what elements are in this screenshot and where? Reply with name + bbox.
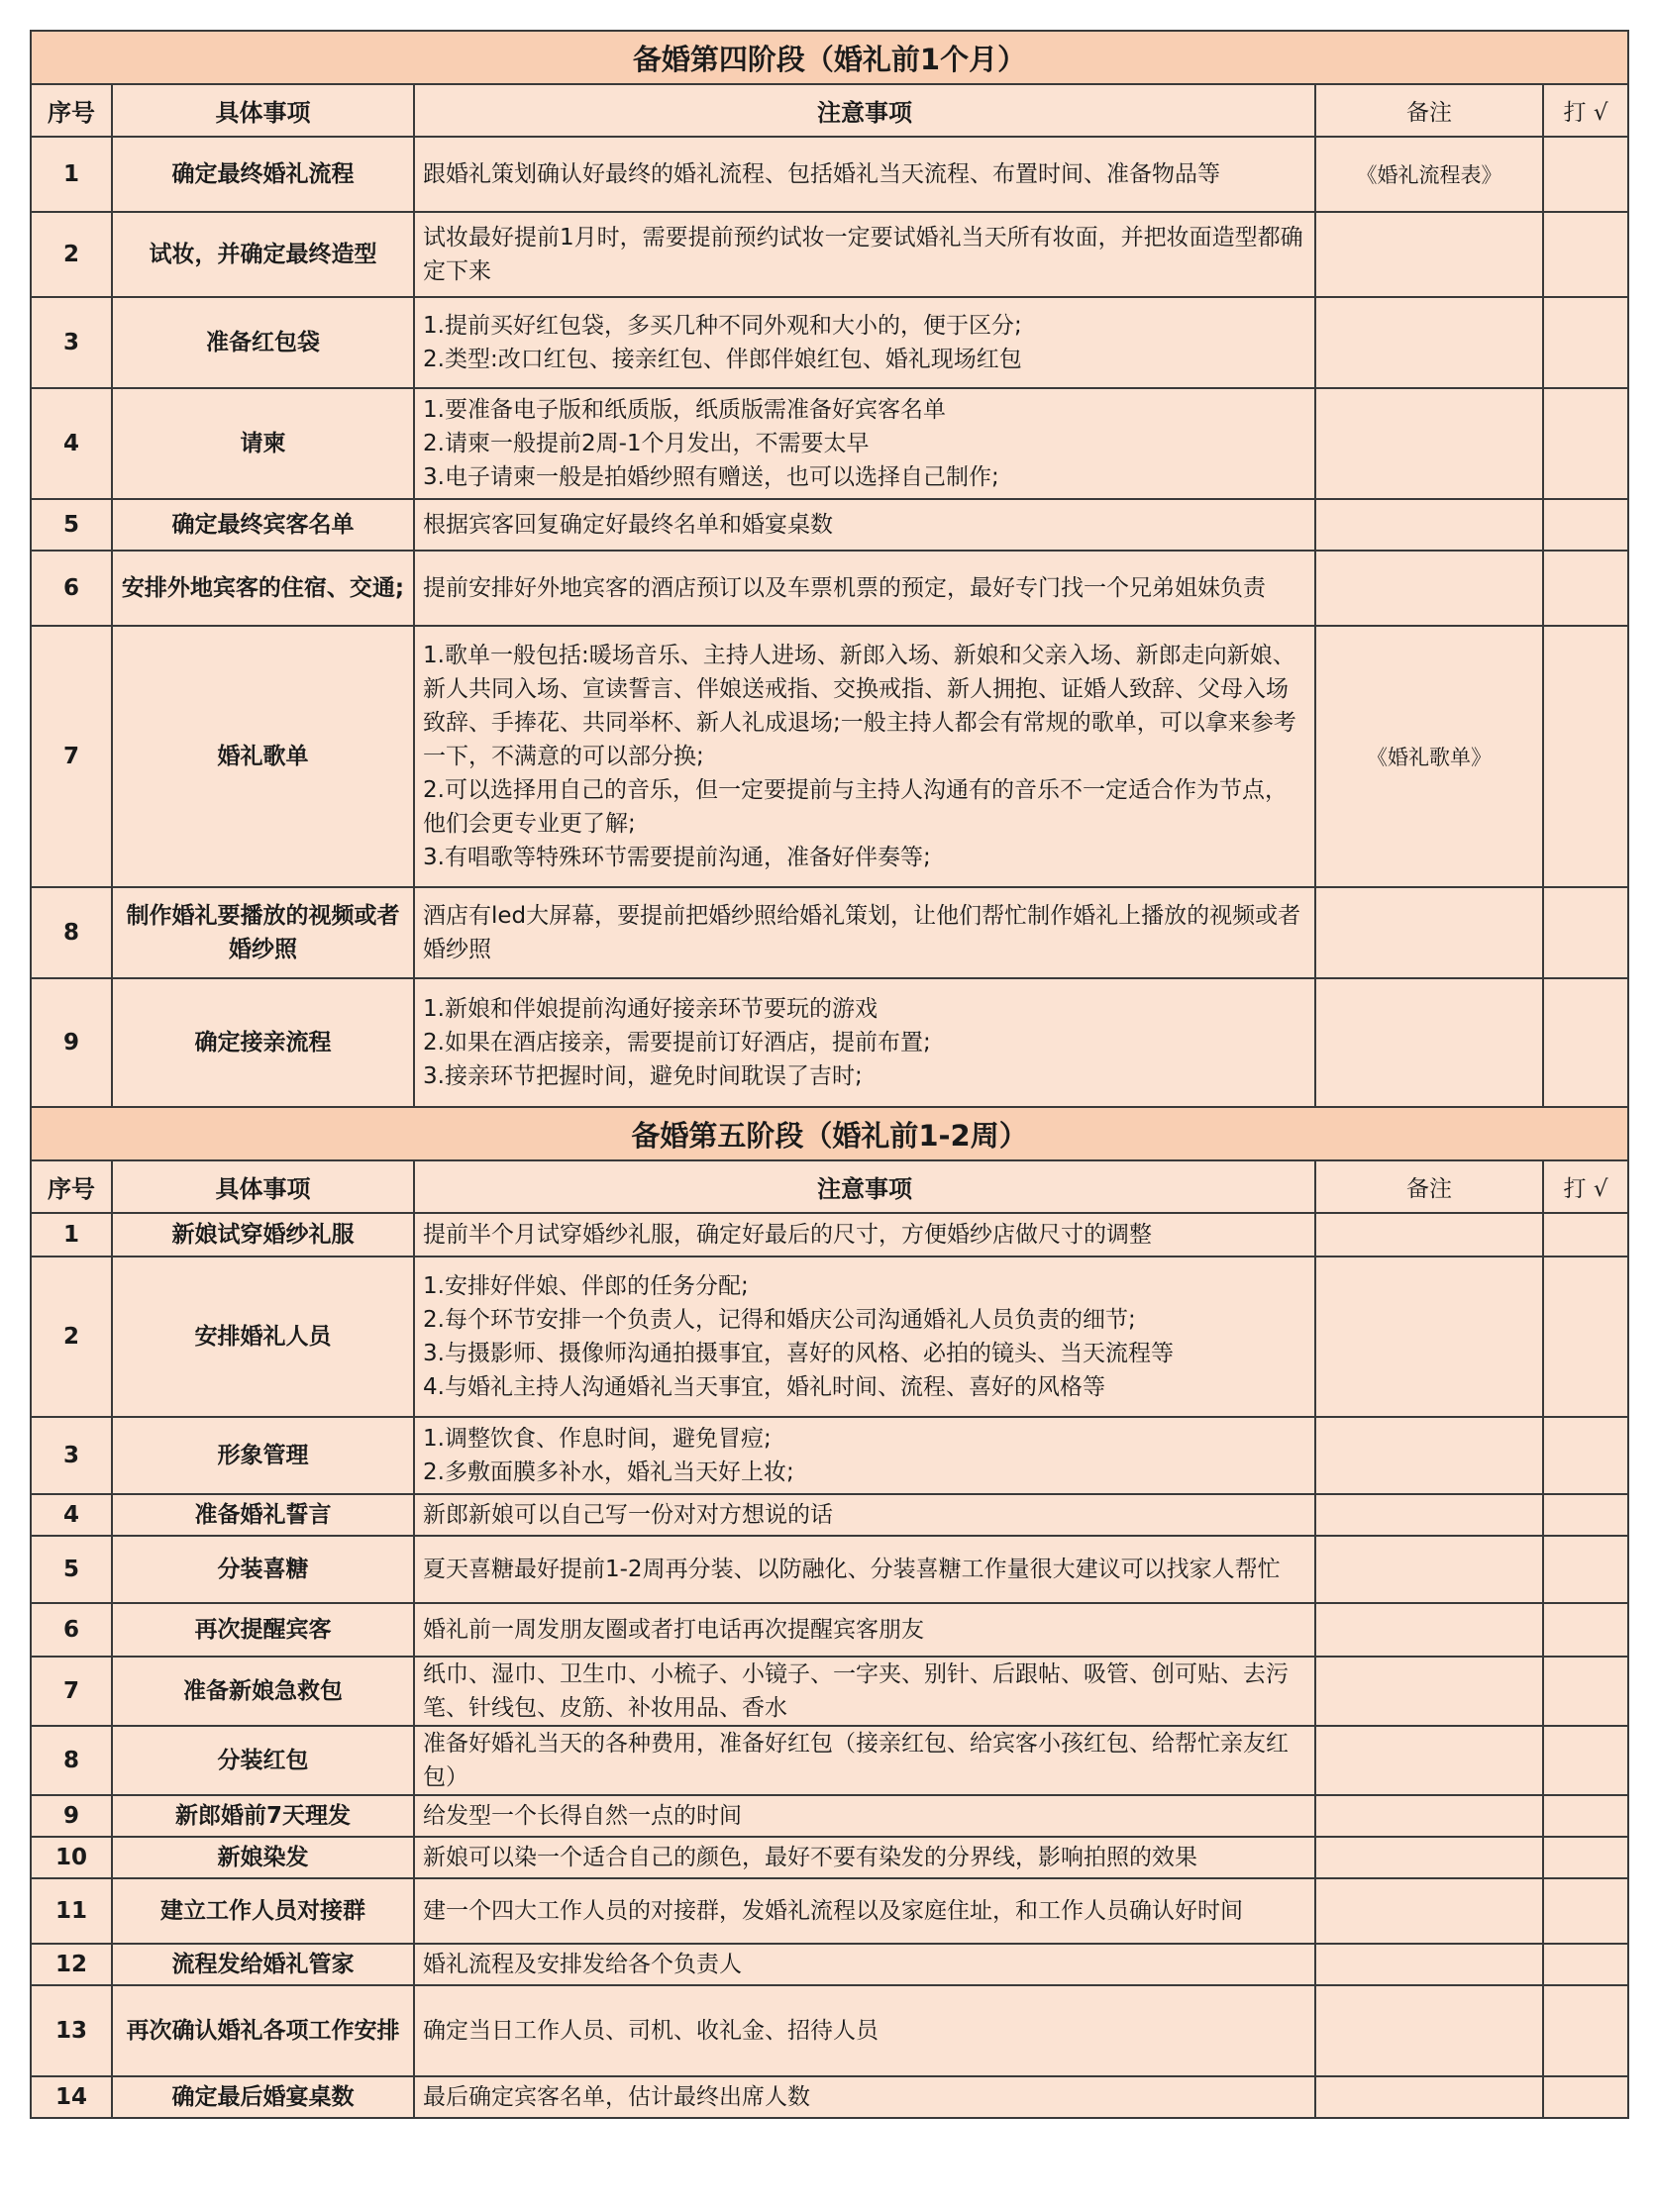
row-notes: 1.调整饮食、作息时间，避免冒痘; 2.多敷面膜多补水，婚礼当天好上妆; <box>414 1417 1315 1494</box>
row-notes: 1.安排好伴娘、伴郎的任务分配; 2.每个环节安排一个负责人，记得和婚庆公司沟通婚礼人员负责的细节; 3.与摄影师、摄像师沟通拍摄事宜，喜好的风格、必拍的镜头、当天流程等 4.与婚礼主持人沟通婚礼当天事宜，婚礼时间、流程、喜好的风格等 <box>414 1257 1315 1417</box>
row-notes: 建一个四大工作人员的对接群，发婚礼流程以及家庭住址，和工作人员确认好时间 <box>414 1878 1315 1944</box>
row-notes: 1.要准备电子版和纸质版，纸质版需准备好宾客名单 2.请柬一般提前2周-1个月发出，不需要太早 3.电子请柬一般是拍婚纱照有赠送，也可以选择自己制作; <box>414 388 1315 499</box>
table-row <box>31 1494 1628 1536</box>
table-row <box>31 1603 1628 1657</box>
row-remark <box>1315 499 1543 551</box>
row-number: 5 <box>31 499 112 551</box>
row-remark <box>1315 1795 1543 1837</box>
header-remark: 备注 <box>1315 84 1543 137</box>
row-check-cell[interactable] <box>1543 1417 1628 1494</box>
row-notes: 1.歌单一般包括:暖场音乐、主持人进场、新郎入场、新娘和父亲入场、新郎走向新娘、新人共同入场、宣读誓言、伴娘送戒指、交换戒指、新人拥抱、证婚人致辞、父母入场致辞、手捧花、共同举杯、新人礼成退场;一般主持人都会有常规的歌单，可以拿来参考一下，不满意的可以部分换; 2.可以选择用自己的音乐，但一定要提前与主持人沟通有的音乐不一定适合作为节点，他们会更专业更了解; 3.有唱歌等特殊环节需要提前沟通，准备好伴奏等; <box>414 626 1315 887</box>
table-row <box>31 388 1628 499</box>
row-item: 婚礼歌单 <box>112 626 414 887</box>
row-check-cell[interactable] <box>1543 1603 1628 1657</box>
row-notes: 提前安排好外地宾客的酒店预订以及车票机票的预定，最好专门找一个兄弟姐妹负责 <box>414 551 1315 626</box>
row-notes: 婚礼流程及安排发给各个负责人 <box>414 1944 1315 1985</box>
row-remark: 《婚礼流程表》 <box>1315 137 1543 212</box>
row-remark <box>1315 1878 1543 1944</box>
row-remark <box>1315 1657 1543 1726</box>
row-item: 建立工作人员对接群 <box>112 1878 414 1944</box>
row-notes: 根据宾客回复确定好最终名单和婚宴桌数 <box>414 499 1315 551</box>
table-row <box>31 137 1628 212</box>
row-check-cell[interactable] <box>1543 1837 1628 1878</box>
row-remark <box>1315 1985 1543 2076</box>
row-item: 制作婚礼要播放的视频或者婚纱照 <box>112 887 414 978</box>
row-notes: 确定当日工作人员、司机、收礼金、招待人员 <box>414 1985 1315 2076</box>
row-notes: 提前半个月试穿婚纱礼服，确定好最后的尺寸，方便婚纱店做尺寸的调整 <box>414 1213 1315 1257</box>
row-number: 3 <box>31 1417 112 1494</box>
table-row <box>31 297 1628 388</box>
table-row <box>31 1536 1628 1603</box>
table-row <box>31 887 1628 978</box>
row-number: 13 <box>31 1985 112 2076</box>
row-item: 确定最后婚宴桌数 <box>112 2076 414 2118</box>
row-number: 5 <box>31 1536 112 1603</box>
row-item: 确定最终婚礼流程 <box>112 137 414 212</box>
wedding-checklist-sheet <box>30 30 1627 2119</box>
row-number: 9 <box>31 1795 112 1837</box>
row-remark <box>1315 1603 1543 1657</box>
row-notes: 夏天喜糖最好提前1-2周再分装、以防融化、分装喜糖工作量很大建议可以找家人帮忙 <box>414 1536 1315 1603</box>
row-remark <box>1315 1536 1543 1603</box>
row-item: 形象管理 <box>112 1417 414 1494</box>
row-check-cell[interactable] <box>1543 551 1628 626</box>
row-item: 新娘试穿婚纱礼服 <box>112 1213 414 1257</box>
table-row <box>31 1795 1628 1837</box>
row-check-cell[interactable] <box>1543 137 1628 212</box>
header-row <box>31 1160 1628 1213</box>
row-number: 2 <box>31 212 112 297</box>
row-item: 再次提醒宾客 <box>112 1603 414 1657</box>
row-remark <box>1315 297 1543 388</box>
row-number: 10 <box>31 1837 112 1878</box>
row-check-cell[interactable] <box>1543 1878 1628 1944</box>
row-notes: 纸巾、湿巾、卫生巾、小梳子、小镜子、一字夹、别针、后跟帖、吸管、创可贴、去污笔、针线包、皮筋、补妆用品、香水 <box>414 1657 1315 1726</box>
checklist-table <box>30 30 1629 2119</box>
header-item: 具体事项 <box>112 84 414 137</box>
row-check-cell[interactable] <box>1543 1494 1628 1536</box>
row-remark: 《婚礼歌单》 <box>1315 626 1543 887</box>
row-item: 确定最终宾客名单 <box>112 499 414 551</box>
row-item: 新娘染发 <box>112 1837 414 1878</box>
row-number: 3 <box>31 297 112 388</box>
row-notes: 新娘可以染一个适合自己的颜色，最好不要有染发的分界线，影响拍照的效果 <box>414 1837 1315 1878</box>
row-remark <box>1315 1726 1543 1795</box>
header-check: 打 √ <box>1543 84 1628 137</box>
section-title-row <box>31 1107 1628 1160</box>
section-title-row <box>31 31 1628 84</box>
row-number: 8 <box>31 887 112 978</box>
row-number: 7 <box>31 1657 112 1726</box>
table-row <box>31 1726 1628 1795</box>
table-row <box>31 1657 1628 1726</box>
row-check-cell[interactable] <box>1543 297 1628 388</box>
row-notes: 最后确定宾客名单，估计最终出席人数 <box>414 2076 1315 2118</box>
row-number: 12 <box>31 1944 112 1985</box>
row-check-cell[interactable] <box>1543 1213 1628 1257</box>
section-title: 备婚第五阶段（婚礼前1-2周） <box>31 1107 1628 1160</box>
row-number: 6 <box>31 1603 112 1657</box>
row-number: 9 <box>31 978 112 1107</box>
table-row <box>31 626 1628 887</box>
row-remark <box>1315 1417 1543 1494</box>
row-check-cell[interactable] <box>1543 499 1628 551</box>
row-check-cell[interactable] <box>1543 212 1628 297</box>
row-notes: 跟婚礼策划确认好最终的婚礼流程、包括婚礼当天流程、布置时间、准备物品等 <box>414 137 1315 212</box>
row-remark <box>1315 212 1543 297</box>
row-check-cell[interactable] <box>1543 1985 1628 2076</box>
row-item: 确定接亲流程 <box>112 978 414 1107</box>
row-item: 分装红包 <box>112 1726 414 1795</box>
row-check-cell[interactable] <box>1543 388 1628 499</box>
row-remark <box>1315 1944 1543 1985</box>
row-item: 分装喜糖 <box>112 1536 414 1603</box>
header-check: 打 √ <box>1543 1160 1628 1213</box>
row-notes: 新郎新娘可以自己写一份对对方想说的话 <box>414 1494 1315 1536</box>
table-row <box>31 1878 1628 1944</box>
row-remark <box>1315 1494 1543 1536</box>
row-check-cell[interactable] <box>1543 1657 1628 1726</box>
row-check-cell[interactable] <box>1543 1726 1628 1795</box>
row-item: 再次确认婚礼各项工作安排 <box>112 1985 414 2076</box>
header-number: 序号 <box>31 84 112 137</box>
table-row <box>31 1257 1628 1417</box>
table-row <box>31 1213 1628 1257</box>
row-remark <box>1315 388 1543 499</box>
row-item: 流程发给婚礼管家 <box>112 1944 414 1985</box>
row-remark <box>1315 2076 1543 2118</box>
section-title: 备婚第四阶段（婚礼前1个月） <box>31 31 1628 84</box>
row-number: 2 <box>31 1257 112 1417</box>
table-row <box>31 1985 1628 2076</box>
row-number: 4 <box>31 388 112 499</box>
row-remark <box>1315 551 1543 626</box>
row-remark <box>1315 1257 1543 1417</box>
row-number: 1 <box>31 1213 112 1257</box>
row-item: 准备新娘急救包 <box>112 1657 414 1726</box>
row-remark <box>1315 1213 1543 1257</box>
row-check-cell[interactable] <box>1543 1257 1628 1417</box>
row-notes: 酒店有led大屏幕，要提前把婚纱照给婚礼策划，让他们帮忙制作婚礼上播放的视频或者婚纱照 <box>414 887 1315 978</box>
table-row <box>31 1837 1628 1878</box>
row-remark <box>1315 887 1543 978</box>
table-row <box>31 1944 1628 1985</box>
row-number: 4 <box>31 1494 112 1536</box>
row-item: 安排外地宾客的住宿、交通; <box>112 551 414 626</box>
row-item: 试妆，并确定最终造型 <box>112 212 414 297</box>
row-check-cell[interactable] <box>1543 1944 1628 1985</box>
row-item: 安排婚礼人员 <box>112 1257 414 1417</box>
row-item: 准备婚礼誓言 <box>112 1494 414 1536</box>
row-item: 请柬 <box>112 388 414 499</box>
row-check-cell[interactable] <box>1543 978 1628 1107</box>
row-number: 6 <box>31 551 112 626</box>
row-item: 准备红包袋 <box>112 297 414 388</box>
row-number: 1 <box>31 137 112 212</box>
header-number: 序号 <box>31 1160 112 1213</box>
row-notes: 1.新娘和伴娘提前沟通好接亲环节要玩的游戏 2.如果在酒店接亲，需要提前订好酒店，提前布置; 3.接亲环节把握时间，避免时间耽误了吉时; <box>414 978 1315 1107</box>
row-item: 新郎婚前7天理发 <box>112 1795 414 1837</box>
row-remark <box>1315 1837 1543 1878</box>
row-remark <box>1315 978 1543 1107</box>
row-check-cell[interactable] <box>1543 1536 1628 1603</box>
header-notes: 注意事项 <box>414 1160 1315 1213</box>
table-row <box>31 499 1628 551</box>
table-row <box>31 1417 1628 1494</box>
row-check-cell[interactable] <box>1543 1795 1628 1837</box>
row-notes: 婚礼前一周发朋友圈或者打电话再次提醒宾客朋友 <box>414 1603 1315 1657</box>
row-number: 14 <box>31 2076 112 2118</box>
row-notes: 1.提前买好红包袋，多买几种不同外观和大小的，便于区分; 2.类型:改口红包、接亲红包、伴郎伴娘红包、婚礼现场红包 <box>414 297 1315 388</box>
row-check-cell[interactable] <box>1543 2076 1628 2118</box>
table-row <box>31 551 1628 626</box>
row-notes: 准备好婚礼当天的各种费用，准备好红包（接亲红包、给宾客小孩红包、给帮忙亲友红包） <box>414 1726 1315 1795</box>
row-notes: 试妆最好提前1月时，需要提前预约试妆一定要试婚礼当天所有妆面，并把妆面造型都确定下来 <box>414 212 1315 297</box>
header-row <box>31 84 1628 137</box>
header-remark: 备注 <box>1315 1160 1543 1213</box>
table-row <box>31 212 1628 297</box>
row-number: 8 <box>31 1726 112 1795</box>
row-number: 7 <box>31 626 112 887</box>
row-check-cell[interactable] <box>1543 626 1628 887</box>
row-check-cell[interactable] <box>1543 887 1628 978</box>
header-notes: 注意事项 <box>414 84 1315 137</box>
row-notes: 给发型一个长得自然一点的时间 <box>414 1795 1315 1837</box>
table-row <box>31 2076 1628 2118</box>
row-number: 11 <box>31 1878 112 1944</box>
header-item: 具体事项 <box>112 1160 414 1213</box>
table-row <box>31 978 1628 1107</box>
